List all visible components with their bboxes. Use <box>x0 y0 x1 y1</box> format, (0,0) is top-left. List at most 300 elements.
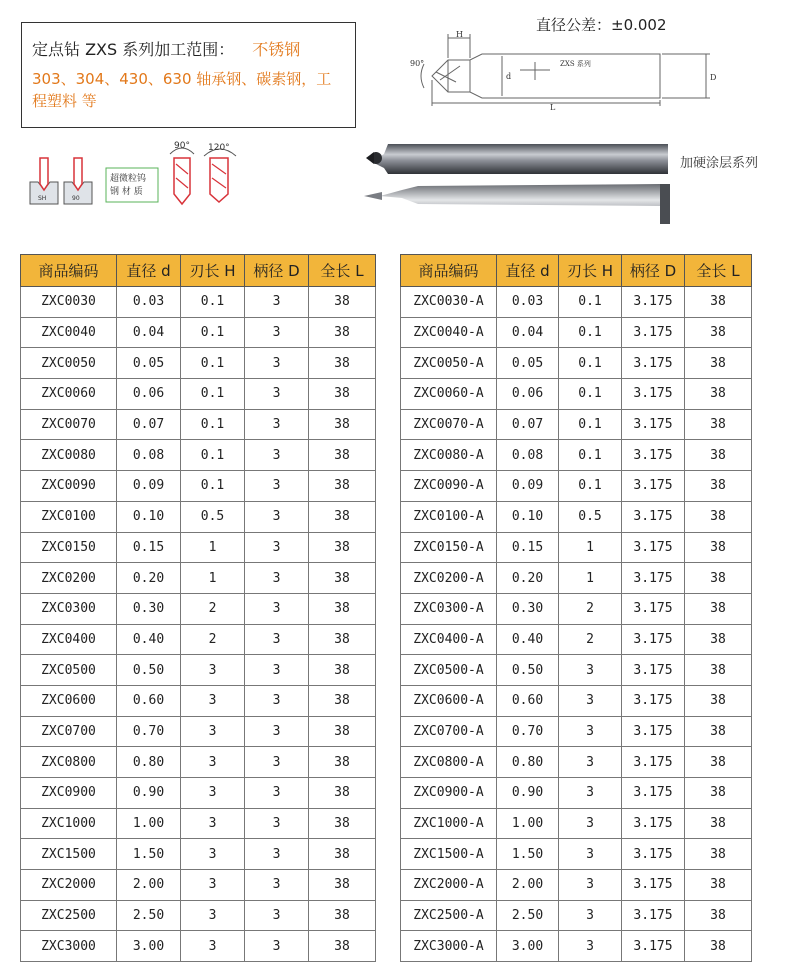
cell-diameter: 0.05 <box>497 348 559 379</box>
cell-overall-length: 38 <box>309 379 376 410</box>
table-row <box>401 685 752 716</box>
cell-flute-length: 3 <box>181 685 245 716</box>
cell-diameter: 0.80 <box>497 747 559 778</box>
cell-code: ZXC0800-A <box>401 747 497 778</box>
table-row <box>21 778 376 809</box>
cell-overall-length: 38 <box>685 409 752 440</box>
cell-shank: 3.175 <box>622 287 685 318</box>
cell-overall-length: 38 <box>685 287 752 318</box>
cell-overall-length: 38 <box>685 808 752 839</box>
cell-code: ZXC0300 <box>21 593 117 624</box>
cell-overall-length: 38 <box>309 716 376 747</box>
cell-diameter: 1.50 <box>117 839 181 870</box>
cell-diameter: 0.03 <box>497 287 559 318</box>
cell-flute-length: 0.1 <box>181 317 245 348</box>
cell-overall-length: 38 <box>685 900 752 931</box>
cell-shank: 3.175 <box>622 379 685 410</box>
cell-code: ZXC1500 <box>21 839 117 870</box>
table-row <box>401 379 752 410</box>
table-row <box>401 532 752 563</box>
info-highlight-material: 不锈钢 <box>252 40 301 59</box>
cell-overall-length: 38 <box>309 624 376 655</box>
cell-flute-length: 3 <box>181 931 245 962</box>
cell-diameter: 0.04 <box>497 317 559 348</box>
cell-code: ZXC0070 <box>21 409 117 440</box>
table-row <box>401 808 752 839</box>
cell-code: ZXC0900 <box>21 778 117 809</box>
table-row <box>21 593 376 624</box>
table-row <box>401 870 752 901</box>
col-header-code: 商品编码 <box>21 255 117 287</box>
table-row <box>21 716 376 747</box>
cell-flute-length: 2 <box>559 624 622 655</box>
cell-flute-length: 1 <box>559 563 622 594</box>
cell-diameter: 0.06 <box>497 379 559 410</box>
cell-code: ZXC0080-A <box>401 440 497 471</box>
cell-diameter: 0.04 <box>117 317 181 348</box>
cell-overall-length: 38 <box>685 317 752 348</box>
table-row <box>21 317 376 348</box>
cell-diameter: 0.07 <box>497 409 559 440</box>
spec-table-right <box>400 254 752 962</box>
cell-shank: 3 <box>245 655 309 686</box>
cell-code: ZXC0150 <box>21 532 117 563</box>
cell-code: ZXC0800 <box>21 747 117 778</box>
cell-shank: 3 <box>245 471 309 502</box>
table-header-row <box>401 255 752 287</box>
cell-flute-length: 3 <box>181 655 245 686</box>
cell-shank: 3 <box>245 532 309 563</box>
table-row <box>21 808 376 839</box>
cell-code: ZXC1000 <box>21 808 117 839</box>
table-row <box>401 655 752 686</box>
cell-diameter: 0.15 <box>117 532 181 563</box>
cell-code: ZXC1500-A <box>401 839 497 870</box>
cell-code: ZXC0060-A <box>401 379 497 410</box>
cell-overall-length: 38 <box>685 655 752 686</box>
cell-flute-length: 0.1 <box>559 440 622 471</box>
cell-shank: 3 <box>245 348 309 379</box>
cell-flute-length: 0.1 <box>181 287 245 318</box>
cell-overall-length: 38 <box>309 808 376 839</box>
cell-diameter: 0.60 <box>497 685 559 716</box>
cell-code: ZXC0040 <box>21 317 117 348</box>
col-header-flute-length: 刃长 H <box>559 255 622 287</box>
cell-shank: 3.175 <box>622 348 685 379</box>
cell-diameter: 0.08 <box>117 440 181 471</box>
cell-overall-length: 38 <box>685 839 752 870</box>
cell-shank: 3.175 <box>622 808 685 839</box>
cell-flute-length: 0.5 <box>559 501 622 532</box>
cell-shank: 3.175 <box>622 409 685 440</box>
col-header-flute-length: 刃长 H <box>181 255 245 287</box>
cell-code: ZXC0060 <box>21 379 117 410</box>
cell-overall-length: 38 <box>309 409 376 440</box>
icon-left-label: SH <box>38 195 47 202</box>
cell-shank: 3 <box>245 808 309 839</box>
cell-overall-length: 38 <box>309 747 376 778</box>
cell-flute-length: 0.1 <box>559 317 622 348</box>
cell-code: ZXC0500-A <box>401 655 497 686</box>
cell-flute-length: 3 <box>181 870 245 901</box>
cell-shank: 3 <box>245 716 309 747</box>
cell-flute-length: 3 <box>181 716 245 747</box>
cell-flute-length: 3 <box>559 870 622 901</box>
col-header-code: 商品编码 <box>401 255 497 287</box>
cell-flute-length: 3 <box>559 931 622 962</box>
cell-overall-length: 38 <box>309 593 376 624</box>
cell-code: ZXC2000 <box>21 870 117 901</box>
table-row <box>401 778 752 809</box>
cell-diameter: 0.90 <box>117 778 181 809</box>
table-row <box>401 593 752 624</box>
cell-shank: 3.175 <box>622 593 685 624</box>
cell-overall-length: 38 <box>309 348 376 379</box>
cell-overall-length: 38 <box>309 471 376 502</box>
cell-code: ZXC0100-A <box>401 501 497 532</box>
cell-code: ZXC0030 <box>21 287 117 318</box>
cell-code: ZXC3000-A <box>401 931 497 962</box>
cell-code: ZXC0040-A <box>401 317 497 348</box>
cell-flute-length: 3 <box>559 808 622 839</box>
table-row <box>401 317 752 348</box>
col-header-overall-length: 全长 L <box>685 255 752 287</box>
cell-code: ZXC0300-A <box>401 593 497 624</box>
cell-diameter: 3.00 <box>497 931 559 962</box>
cell-overall-length: 38 <box>309 317 376 348</box>
cell-diameter: 0.10 <box>117 501 181 532</box>
table-body-left <box>21 287 376 962</box>
cell-code: ZXC0600 <box>21 685 117 716</box>
table-row <box>21 839 376 870</box>
cell-flute-length: 2 <box>181 624 245 655</box>
cell-code: ZXC0090 <box>21 471 117 502</box>
material-box-text: 超微粒钨钢 材 质 <box>110 174 147 197</box>
cell-shank: 3 <box>245 747 309 778</box>
spec-table-left <box>20 254 376 962</box>
cell-flute-length: 0.1 <box>559 348 622 379</box>
cell-code: ZXC0700 <box>21 716 117 747</box>
cell-overall-length: 38 <box>685 870 752 901</box>
col-header-diameter: 直径 d <box>117 255 181 287</box>
table-row <box>21 532 376 563</box>
cell-flute-length: 1 <box>181 563 245 594</box>
cell-shank: 3.175 <box>622 716 685 747</box>
cell-diameter: 0.30 <box>117 593 181 624</box>
cell-shank: 3.175 <box>622 563 685 594</box>
technical-drawing <box>410 30 720 112</box>
cell-diameter: 0.05 <box>117 348 181 379</box>
cell-shank: 3.175 <box>622 900 685 931</box>
cell-flute-length: 3 <box>181 839 245 870</box>
cell-code: ZXC0400-A <box>401 624 497 655</box>
table-row <box>401 348 752 379</box>
tolerance-label: 直径公差：±0.002 <box>536 16 667 34</box>
cell-shank: 3.175 <box>622 747 685 778</box>
table-row <box>401 287 752 318</box>
cell-shank: 3 <box>245 685 309 716</box>
cell-shank: 3 <box>245 839 309 870</box>
table-row <box>401 900 752 931</box>
cell-shank: 3.175 <box>622 655 685 686</box>
drill-90-icon <box>170 141 194 204</box>
cell-shank: 3 <box>245 317 309 348</box>
info-box <box>21 22 356 128</box>
cell-flute-length: 0.1 <box>559 287 622 318</box>
cell-code: ZXC0600-A <box>401 685 497 716</box>
cell-code: ZXC0200-A <box>401 563 497 594</box>
workpiece-icon-left <box>30 158 58 204</box>
info-title: 定点钻 ZXS 系列加工范围： <box>32 40 235 59</box>
table-row <box>401 931 752 962</box>
cell-code: ZXC0500 <box>21 655 117 686</box>
drawing-label-h: H <box>456 30 463 39</box>
cell-flute-length: 0.5 <box>181 501 245 532</box>
cell-shank: 3.175 <box>622 870 685 901</box>
cell-diameter: 0.10 <box>497 501 559 532</box>
cell-overall-length: 38 <box>685 379 752 410</box>
cell-code: ZXC0030-A <box>401 287 497 318</box>
cell-shank: 3 <box>245 900 309 931</box>
cell-diameter: 1.50 <box>497 839 559 870</box>
cell-code: ZXC0900-A <box>401 778 497 809</box>
cell-shank: 3.175 <box>622 624 685 655</box>
cell-diameter: 0.40 <box>497 624 559 655</box>
cell-diameter: 0.50 <box>117 655 181 686</box>
table-row <box>401 716 752 747</box>
cell-overall-length: 38 <box>685 624 752 655</box>
angle-120-label: 120° <box>208 143 230 153</box>
drill-120-icon <box>204 143 236 202</box>
cell-flute-length: 0.1 <box>181 440 245 471</box>
cell-overall-length: 38 <box>309 655 376 686</box>
cell-flute-length: 0.1 <box>559 471 622 502</box>
table-row <box>21 440 376 471</box>
cell-flute-length: 3 <box>181 808 245 839</box>
cell-shank: 3.175 <box>622 317 685 348</box>
cell-code: ZXC2500 <box>21 900 117 931</box>
uncoated-drill-image <box>364 184 670 224</box>
cell-shank: 3 <box>245 624 309 655</box>
cell-flute-length: 2 <box>181 593 245 624</box>
cell-shank: 3 <box>245 870 309 901</box>
col-header-overall-length: 全长 L <box>309 255 376 287</box>
cell-diameter: 2.00 <box>117 870 181 901</box>
cell-code: ZXC2500-A <box>401 900 497 931</box>
cell-overall-length: 38 <box>309 685 376 716</box>
cell-diameter: 2.50 <box>497 900 559 931</box>
table-row <box>21 348 376 379</box>
cell-code: ZXC0070-A <box>401 409 497 440</box>
table-row <box>21 870 376 901</box>
tool-illustrations <box>360 140 680 230</box>
drawing-series-text: ZXS 系列 <box>560 60 591 68</box>
cell-shank: 3.175 <box>622 501 685 532</box>
cell-overall-length: 38 <box>309 778 376 809</box>
table-row <box>21 685 376 716</box>
cell-overall-length: 38 <box>685 747 752 778</box>
table-row <box>21 287 376 318</box>
cell-flute-length: 3 <box>559 747 622 778</box>
cell-flute-length: 3 <box>559 778 622 809</box>
cell-code: ZXC0080 <box>21 440 117 471</box>
table-row <box>401 471 752 502</box>
cell-flute-length: 0.1 <box>181 379 245 410</box>
cell-overall-length: 38 <box>685 440 752 471</box>
table-row <box>21 900 376 931</box>
col-header-shank: 柄径 D <box>622 255 685 287</box>
cell-diameter: 0.06 <box>117 379 181 410</box>
table-row <box>21 379 376 410</box>
col-header-shank: 柄径 D <box>245 255 309 287</box>
coating-label: 加硬涂层系列 <box>680 156 759 171</box>
cell-diameter: 0.80 <box>117 747 181 778</box>
cell-shank: 3 <box>245 931 309 962</box>
info-materials: 303、304、430、630 轴承钢、碳素钢，工程塑料 等 <box>32 70 332 110</box>
cell-overall-length: 38 <box>685 532 752 563</box>
cell-flute-length: 3 <box>559 839 622 870</box>
cell-overall-length: 38 <box>685 716 752 747</box>
cell-overall-length: 38 <box>309 440 376 471</box>
table-row <box>21 624 376 655</box>
col-header-diameter: 直径 d <box>497 255 559 287</box>
cell-diameter: 0.50 <box>497 655 559 686</box>
cell-shank: 3.175 <box>622 471 685 502</box>
cell-code: ZXC0400 <box>21 624 117 655</box>
cell-flute-length: 0.1 <box>181 409 245 440</box>
cell-overall-length: 38 <box>309 501 376 532</box>
table-row <box>21 655 376 686</box>
drawing-label-d: d <box>506 72 512 81</box>
cell-diameter: 1.00 <box>497 808 559 839</box>
table-row <box>401 501 752 532</box>
cell-diameter: 3.00 <box>117 931 181 962</box>
cell-code: ZXC0150-A <box>401 532 497 563</box>
cell-diameter: 0.90 <box>497 778 559 809</box>
cell-overall-length: 38 <box>309 839 376 870</box>
cell-overall-length: 38 <box>685 778 752 809</box>
cell-shank: 3.175 <box>622 839 685 870</box>
cell-code: ZXC0090-A <box>401 471 497 502</box>
cell-code: ZXC0050-A <box>401 348 497 379</box>
cell-shank: 3 <box>245 563 309 594</box>
cell-flute-length: 2 <box>559 593 622 624</box>
cell-flute-length: 3 <box>181 747 245 778</box>
info-title-line <box>32 37 345 60</box>
cell-shank: 3 <box>245 501 309 532</box>
cell-overall-length: 38 <box>685 471 752 502</box>
cell-shank: 3 <box>245 287 309 318</box>
table-row <box>21 563 376 594</box>
cell-flute-length: 0.1 <box>181 471 245 502</box>
cell-diameter: 0.20 <box>117 563 181 594</box>
table-header-row <box>21 255 376 287</box>
coated-drill-image <box>366 144 668 174</box>
table-row <box>401 440 752 471</box>
cell-diameter: 0.03 <box>117 287 181 318</box>
cell-overall-length: 38 <box>685 348 752 379</box>
cell-overall-length: 38 <box>685 685 752 716</box>
cell-flute-length: 3 <box>559 716 622 747</box>
cell-overall-length: 38 <box>685 501 752 532</box>
table-row <box>401 624 752 655</box>
cell-diameter: 0.08 <box>497 440 559 471</box>
cell-shank: 3.175 <box>622 778 685 809</box>
cell-code: ZXC0050 <box>21 348 117 379</box>
drawing-angle: 90° <box>410 59 425 68</box>
cell-overall-length: 38 <box>685 931 752 962</box>
cell-shank: 3.175 <box>622 931 685 962</box>
cell-code: ZXC0700-A <box>401 716 497 747</box>
table-row <box>21 501 376 532</box>
cell-shank: 3 <box>245 778 309 809</box>
cell-diameter: 2.50 <box>117 900 181 931</box>
table-body-right <box>401 287 752 962</box>
table-row <box>21 931 376 962</box>
cell-code: ZXC2000-A <box>401 870 497 901</box>
drawing-label-l: L <box>550 103 556 112</box>
cell-shank: 3 <box>245 440 309 471</box>
cell-flute-length: 3 <box>181 900 245 931</box>
cell-diameter: 0.15 <box>497 532 559 563</box>
cell-flute-length: 3 <box>559 900 622 931</box>
cell-shank: 3.175 <box>622 685 685 716</box>
cell-diameter: 0.70 <box>497 716 559 747</box>
cell-diameter: 0.70 <box>117 716 181 747</box>
cell-code: ZXC0100 <box>21 501 117 532</box>
drawing-label-big-d: D <box>710 73 717 82</box>
cell-flute-length: 0.1 <box>559 409 622 440</box>
small-figure <box>24 140 274 210</box>
cell-overall-length: 38 <box>685 593 752 624</box>
cell-overall-length: 38 <box>309 900 376 931</box>
cell-diameter: 0.20 <box>497 563 559 594</box>
cell-diameter: 0.40 <box>117 624 181 655</box>
cell-flute-length: 1 <box>181 532 245 563</box>
angle-90-label: 90° <box>174 141 190 151</box>
cell-overall-length: 38 <box>685 563 752 594</box>
cell-flute-length: 0.1 <box>559 379 622 410</box>
cell-flute-length: 3 <box>559 685 622 716</box>
cell-shank: 3.175 <box>622 532 685 563</box>
table-row <box>21 409 376 440</box>
table-row <box>401 747 752 778</box>
cell-diameter: 0.09 <box>117 471 181 502</box>
cell-overall-length: 38 <box>309 532 376 563</box>
cell-shank: 3.175 <box>622 440 685 471</box>
workpiece-icon-right <box>64 158 92 204</box>
cell-flute-length: 3 <box>181 778 245 809</box>
cell-overall-length: 38 <box>309 287 376 318</box>
cell-flute-length: 3 <box>559 655 622 686</box>
cell-diameter: 2.00 <box>497 870 559 901</box>
cell-overall-length: 38 <box>309 563 376 594</box>
cell-diameter: 0.30 <box>497 593 559 624</box>
cell-code: ZXC0200 <box>21 563 117 594</box>
cell-overall-length: 38 <box>309 870 376 901</box>
cell-flute-length: 1 <box>559 532 622 563</box>
cell-shank: 3 <box>245 379 309 410</box>
table-row <box>21 471 376 502</box>
table-row <box>401 839 752 870</box>
cell-diameter: 0.07 <box>117 409 181 440</box>
cell-shank: 3 <box>245 593 309 624</box>
cell-diameter: 1.00 <box>117 808 181 839</box>
cell-code: ZXC3000 <box>21 931 117 962</box>
cell-shank: 3 <box>245 409 309 440</box>
table-row <box>401 409 752 440</box>
cell-diameter: 0.60 <box>117 685 181 716</box>
